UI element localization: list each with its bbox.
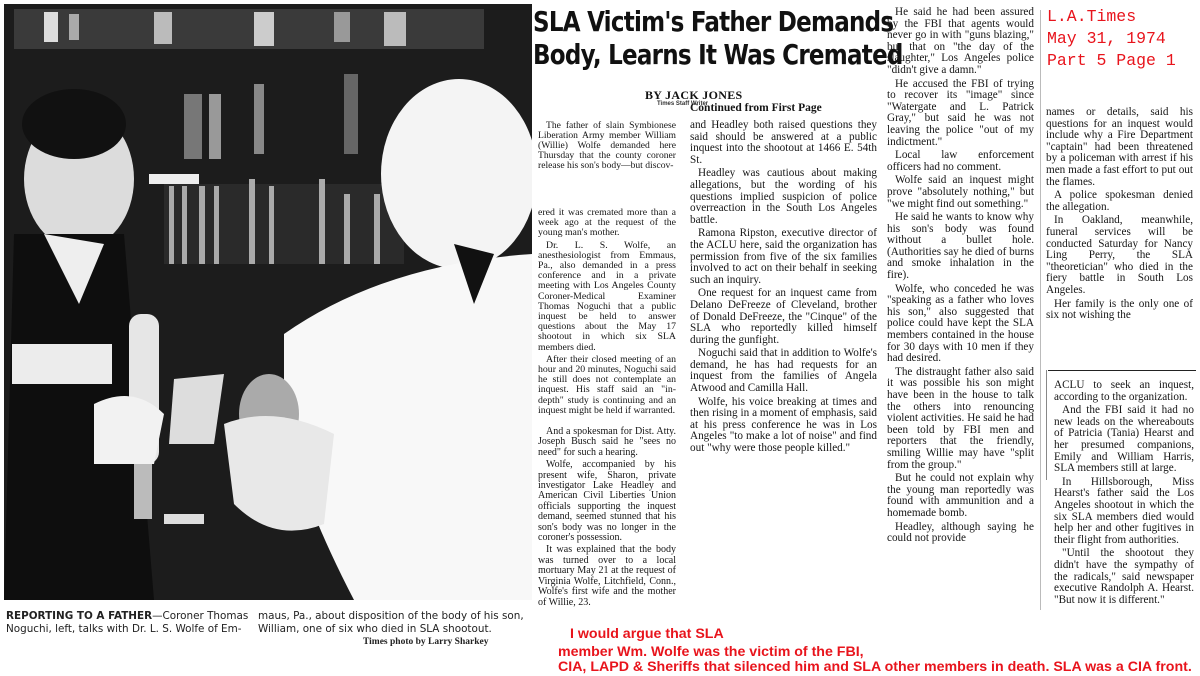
headline-line-1: SLA Victim's Father Demands [533,6,894,38]
paragraph: Wolfe, accompanied by his present wife, Sharon, private investigator Lake Headley and American Civil Liberties Union officials supporting the inquest demand, seemed stunned that his son's body was no longer in the coroner's possession. [538,459,676,544]
paragraph: And the FBI said it had no new leads on the whereabouts of Patricia (Tania) Hearst and her presumed companions, Emily and William Harris, SLA members still at large. [1054,404,1194,475]
column-1-lower [538,427,676,610]
paragraph: In Hillsborough, Miss Hearst's father said the Los Angeles shootout in which the six SLA members died would help her and other fugitives in their flight from authorities. [1054,475,1194,546]
byline: BY JACK JONES [645,88,743,102]
paragraph: Headley, although saying he could not provide [887,520,1034,545]
paragraph: names or details, said his questions for an inquest would include why a Fire Department "captain" had been threatened by a policeman with arrest if his men made a fast effort to put out the flames. [1046,106,1193,188]
paragraph: One request for an inquest came from Delano DeFreeze of Cleveland, brother of Donald DeFreeze, the "Cinque" of the SLA who reportedly killed himself during the gunfight. [690,287,877,346]
column-2 [690,120,877,457]
paragraph: After their closed meeting of an hour and 20 minutes, Noguchi said he still does not contemplate an inquest. His staff said an "in-depth" study is continuing and an inquest might be held if warranted. [538,353,676,416]
photo-caption-continued: maus, Pa., about disposition of the body of his son, William, one of six who died in SLA shootout. [258,610,524,635]
caption-text-1: —Coroner Thomas Noguchi, left, talks with Dr. L. S. Wolfe of Em- [6,610,249,635]
column-3 [887,7,1034,547]
paragraph: Headley was cautious about making allegations, but the wording of his questions implied suspicion of police overreaction in the South Los Angeles battle. [690,167,877,226]
headline [533,6,903,72]
paragraph: He accused the FBI of trying to recover its "image" since "Watergate and L. Patrick Gray," but said he was not leaving the police "out of my indictment." [887,77,1034,148]
paragraph: But he could not explain why the young man reportedly was found with ammunition and a homemade bomb. [887,472,1034,519]
column-divider [1040,10,1041,610]
source-page: Part 5 Page 1 [1047,51,1176,70]
annotation-line-3: CIA, LAPD & Sheriffs that silenced him and SLA other members in death. SLA was a CIA front. [558,659,1192,675]
paragraph: "Until the shootout they didn't have the sympathy of the radicals," said newspaper executive Randolph A. Hearst. "But now it is different." [1054,547,1194,606]
caption-lead: REPORTING TO A FATHER [6,610,153,622]
annotation-line-2: member Wm. Wolfe was the victim of the FBI, [558,644,864,660]
paragraph: He said he had been assured by the FBI that agents would never go in with "guns blazing," but that on "the day of the slaughter," Los Angeles police "didn't give a damn." [887,6,1034,76]
source-publication: L.A.Times [1047,7,1137,26]
paragraph: It was explained that the body was turned over to a local mortuary May 21 at the request of Virginia Wolfe, Litchfield, Conn., Wolfe's first wife and the mother of Willie, 23. [538,544,676,608]
news-photo [4,4,532,600]
headline-line-2: Body, Learns It Was Cremated [533,39,903,71]
paragraph: He said he wants to know why his son's body was found without a bullet hole. (Authorities say he died of burns and smoke inhalation in the fire). [887,211,1034,282]
annotation-line-1: I would argue that SLA [570,626,724,642]
paragraph: ered it was cremated more than a week ago at the request of the young man's mother. [538,207,676,239]
paragraph: In Oakland, meanwhile, funeral services will be conducted Saturday for Nancy Ling Perry, the SLA "theoretician" who died in the fiery battle in South Los Angeles. [1046,214,1193,296]
photo-illustration [4,4,532,600]
paragraph: And a spokesman for Dist. Atty. Joseph Busch said he "sees no need" for such a hearing. [538,426,676,458]
paragraph: Wolfe said an inquest might prove "absolutely nothing," but "we might find out something." [887,174,1034,210]
paragraph: A police spokesman denied the allegation. [1046,189,1193,213]
continued-label: Continued from First Page [690,102,822,114]
column-4-lower [1054,380,1194,608]
clipping-border [1048,370,1196,371]
paragraph: Ramona Ripston, executive director of the ACLU here, said the organization has permission from five of the six families involved to act on their behalf in seeking such an inquiry. [690,227,877,286]
column-1-lead [538,121,676,173]
paragraph: Dr. L. S. Wolfe, an anesthesiologist from Emmaus, Pa., also demanded in a press conference and in a private meeting with Los Angeles County Coroner-Medical Examiner Thomas Noguchi that a public inquest be held to answer questions about the May 17 shootout in which six SLA members died. [538,239,676,353]
column-4 [1046,107,1193,324]
source-label [1047,6,1176,72]
paragraph: Her family is the only one of six not wishing the [1046,297,1193,322]
paragraph: The father of slain Symbionese Liberation Army member William (Willie) Wolfe demanded here Thursday that the county coroner release his son's body—but discov- [538,120,676,171]
paragraph: and Headley both raised questions they said should be answered at a public inquest into the shootout at 1466 E. 54th St. [690,119,877,166]
paragraph: ACLU to seek an inquest, according to the organization. [1054,379,1194,403]
paragraph: The distraught father also said it was possible his son might have been in the house to talk the others into renouncing violent activities. He said he had been told by FBI men and reporters that the friendly, smiling Willie may have "split from the group." [887,365,1034,471]
column-1 [538,208,676,418]
paragraph: Noguchi said that in addition to Wolfe's demand, he has had requests for an inquest from the families of Angela Atwood and Camilla Hall. [690,347,877,395]
photo-credit: Times photo by Larry Sharkey [363,637,489,647]
clipping-border [1046,370,1047,480]
paragraph: Local law enforcement officers had no comment. [887,149,1034,173]
paragraph: Wolfe, his voice breaking at times and then rising in a moment of emphasis, said at his press conference he was in Los Angeles "to make a lot of noise" and find out "why were those people killed." [690,395,877,455]
paragraph: Wolfe, who conceded he was "speaking as a father who loves his son," also suggested that police could have kept the SLA members contained in the house for 30 days with 10 men if they had desired. [887,282,1034,365]
byline-role: Times Staff Writer [657,101,709,107]
source-date: May 31, 1974 [1047,29,1166,48]
photo-caption [6,610,251,635]
